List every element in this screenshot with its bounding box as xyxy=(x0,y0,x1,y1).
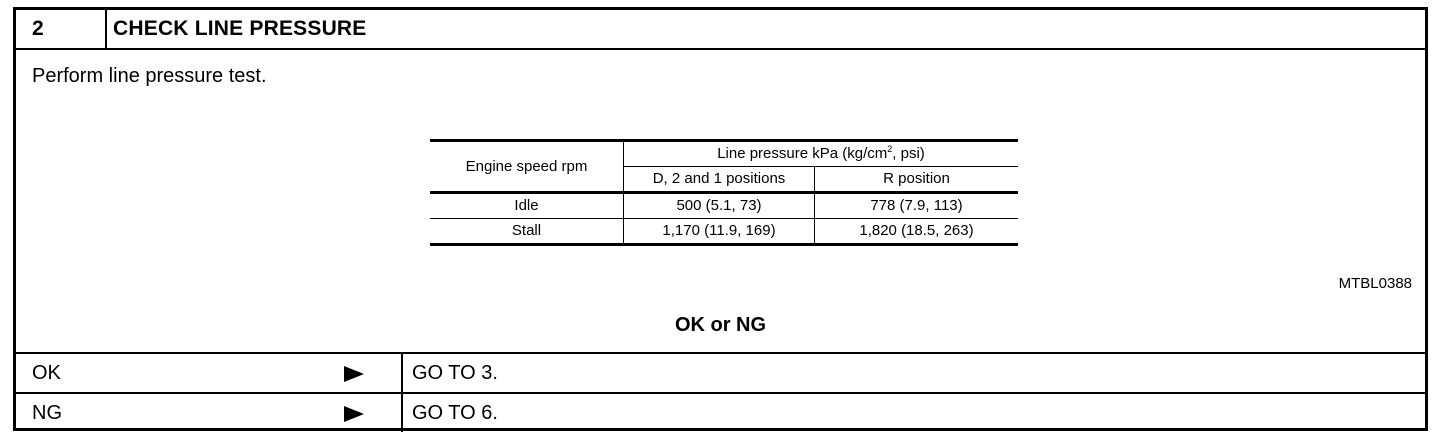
cell-speed: Stall xyxy=(430,219,624,245)
result-action-ok: GO TO 3. xyxy=(412,362,498,384)
result-row-ng xyxy=(16,392,1425,432)
step-number: 2 xyxy=(16,10,107,48)
instruction-text: Perform line pressure test. xyxy=(32,65,267,87)
step-header xyxy=(16,10,1425,50)
line-pressure-spec-table xyxy=(430,139,1018,246)
result-action-ng: GO TO 6. xyxy=(412,402,498,424)
cell-speed: Idle xyxy=(430,193,624,219)
header-line-pressure-sup: 2 xyxy=(887,144,893,154)
header-line-pressure xyxy=(624,141,1019,167)
step-body xyxy=(16,50,1425,352)
cell-d-positions: 1,170 (11.9, 169) xyxy=(624,219,815,245)
result-divider xyxy=(401,394,403,432)
cell-r-position: 1,820 (18.5, 263) xyxy=(859,222,974,239)
header-engine-speed: Engine speed rpm xyxy=(430,141,624,193)
cell-d-positions: 500 (5.1, 73) xyxy=(624,193,815,219)
arrow-right-icon xyxy=(344,406,364,422)
table-row xyxy=(430,219,1018,245)
procedure-frame xyxy=(13,7,1428,431)
result-label-ng: NG xyxy=(32,402,62,424)
table-row xyxy=(430,193,1018,219)
ok-or-ng-label: OK or NG xyxy=(674,314,767,336)
step-title: CHECK LINE PRESSURE xyxy=(113,17,367,40)
header-d-positions: D, 2 and 1 positions xyxy=(624,167,815,193)
reference-code: MTBL0388 xyxy=(1338,275,1412,292)
result-label-ok: OK xyxy=(32,362,61,384)
arrow-right-icon xyxy=(344,366,364,382)
header-line-pressure-post: , psi) xyxy=(892,145,925,162)
table-header-row-1 xyxy=(430,141,1018,167)
header-line-pressure-pre: Line pressure kPa (kg/cm xyxy=(717,145,888,162)
cell-r-position: 778 (7.9, 113) xyxy=(815,193,1019,219)
header-r-position: R position xyxy=(815,167,1019,193)
result-row-ok xyxy=(16,352,1425,392)
result-divider xyxy=(401,354,403,392)
